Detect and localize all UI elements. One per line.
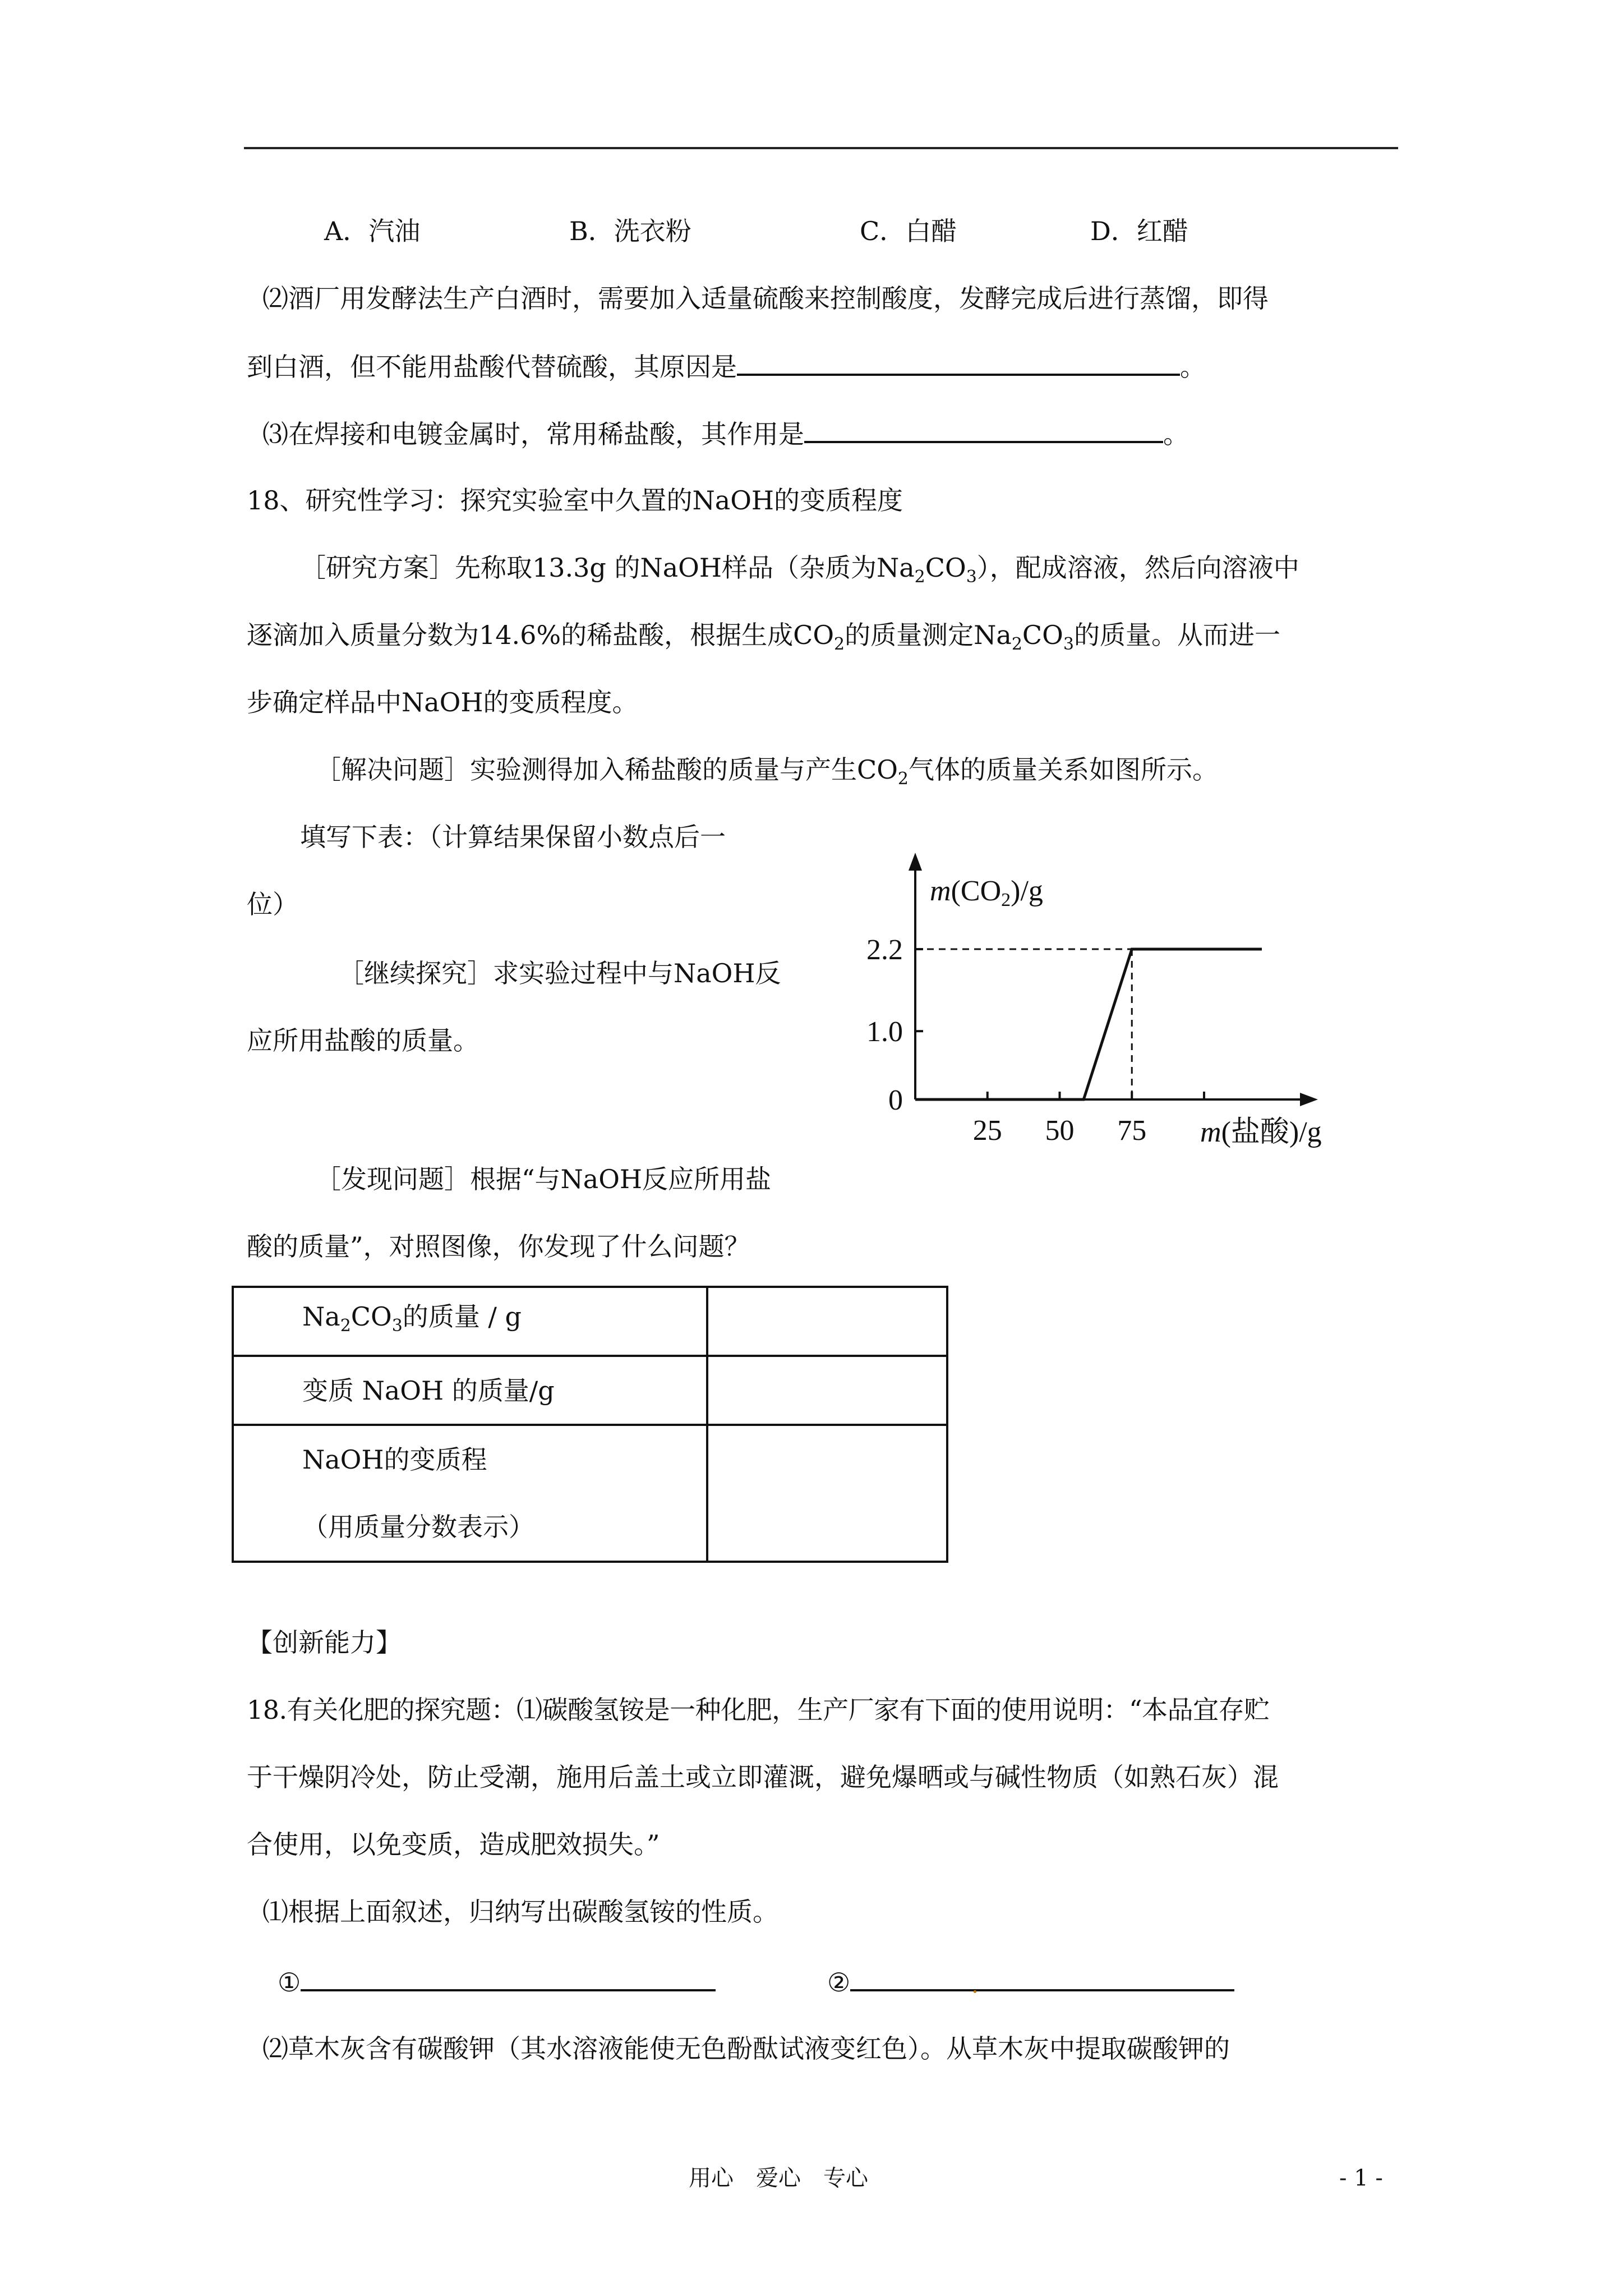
answer-blank[interactable] — [301, 1964, 716, 1991]
x-tick-label: 50 — [1045, 1115, 1075, 1147]
table-cell-answer[interactable] — [707, 1425, 947, 1562]
y-axis-arrow — [909, 853, 922, 871]
series-line — [915, 949, 1262, 1099]
q18-continue-line1: ［继续探究］求实验过程中与NaOH反 — [338, 958, 781, 988]
answer-blank[interactable] — [804, 416, 1163, 443]
q18-plan-line1: ［研究方案］先称取13.3g 的NaOH样品（杂质为$Na_2CO_3$），配成溶液，然后向溶液中 — [300, 553, 1299, 587]
table-cell-answer[interactable] — [707, 1287, 947, 1356]
table-cell-answer[interactable] — [707, 1356, 947, 1425]
q18-find-line1: ［发现问题］根据“与NaOH反应所用盐 — [315, 1164, 772, 1194]
option-b: B．洗衣粉 — [569, 216, 691, 246]
answer-choice-1: ① — [278, 1964, 716, 1999]
option-c: C．白醋 — [860, 216, 957, 246]
innovation-line3: 合使用，以免变质，造成肥效损失。” — [247, 1829, 660, 1860]
y-tick-label: 0 — [888, 1084, 903, 1116]
q18-continue-line2: 应所用盐酸的质量。 — [247, 1025, 479, 1056]
innovation-line2: 于干燥阴冷处，防止受潮，施用后盖土或立即灌溉，避免爆晒或与碱性物质（如熟石灰）混 — [247, 1762, 1279, 1792]
table-row-na2co3-label: $Na_2CO_3$的质量 / g — [233, 1287, 707, 1356]
y-tick-label: 2.2 — [866, 934, 903, 967]
y-axis-label: m(CO2)/g — [930, 875, 1043, 910]
x-axis-arrow — [1300, 1093, 1318, 1106]
results-table — [232, 1286, 948, 1563]
innovation-line1: 18.有关化肥的探究题：⑴碳酸氢铵是一种化肥，生产厂家有下面的使用说明：“本品宜存贮 — [247, 1695, 1270, 1725]
answer-blank[interactable] — [737, 349, 1180, 376]
q18-fill-line2: 位） — [247, 889, 298, 919]
q18-plan-line3: 步确定样品中NaOH的变质程度。 — [247, 687, 638, 717]
q18-title: 18、研究性学习：探究实验室中久置的NaOH的变质程度 — [247, 485, 903, 516]
y-tick-label: 1.0 — [866, 1016, 903, 1048]
stray-dot — [974, 1990, 976, 1993]
q18-fill-line1: 填写下表：（计算结果保留小数点后一 — [300, 822, 726, 852]
table-row-naoh-mass-label: 变质 NaOH 的质量/g — [233, 1356, 707, 1425]
footer-motto: 用心 爱心 专心 — [689, 2165, 868, 2191]
innovation-heading: 【创新能力】 — [247, 1627, 402, 1658]
q17-p3: ⑶在焊接和电镀金属时，常用稀盐酸，其作用是 。 — [262, 416, 1189, 451]
x-tick-label: 25 — [972, 1115, 1002, 1147]
header-rule — [244, 147, 1398, 149]
guides-layer — [915, 949, 1132, 1099]
q17-p2-line2: 到白酒，但不能用盐酸代替硫酸，其原因是 。 — [247, 349, 1206, 384]
q18-solve: ［解决问题］实验测得加入稀盐酸的质量与产生$CO_2$气体的质量关系如图所示。 — [315, 754, 1219, 789]
answer-choice-2: ② — [827, 1964, 1234, 1999]
q18-plan-line2: 逐滴加入质量分数为14.6%的稀盐酸，根据生成$CO_2$的质量测定$Na_2CO_3$的质量。从而进一 — [247, 620, 1280, 655]
option-d: D．红醋 — [1090, 216, 1188, 246]
ticks-layer — [866, 934, 1204, 1147]
answer-blank[interactable] — [850, 1964, 1234, 1991]
co2-mass-graph — [830, 841, 1368, 1161]
x-tick-label: 75 — [1117, 1115, 1147, 1147]
innovation-line5: ⑵草木灰含有碳酸钾（其水溶液能使无色酚酞试液变红色）。从草木灰中提取碳酸钾的 — [262, 2033, 1230, 2064]
innovation-line4: ⑴根据上面叙述，归纳写出碳酸氢铵的性质。 — [262, 1897, 778, 1927]
table-row-degree-label: NaOH的变质程 （用质量分数表示） — [233, 1425, 707, 1562]
x-axis-label: m(盐酸)/g — [1200, 1116, 1322, 1148]
q18-find-line2: 酸的质量”，对照图像，你发现了什么问题？ — [247, 1231, 750, 1262]
option-a: A．汽油 — [324, 216, 421, 246]
q17-p2-line1: ⑵酒厂用发酵法生产白酒时，需要加入适量硫酸来控制酸度，发酵完成后进行蒸馏，即得 — [262, 283, 1269, 314]
page-number: - 1 - — [1339, 2165, 1383, 2191]
